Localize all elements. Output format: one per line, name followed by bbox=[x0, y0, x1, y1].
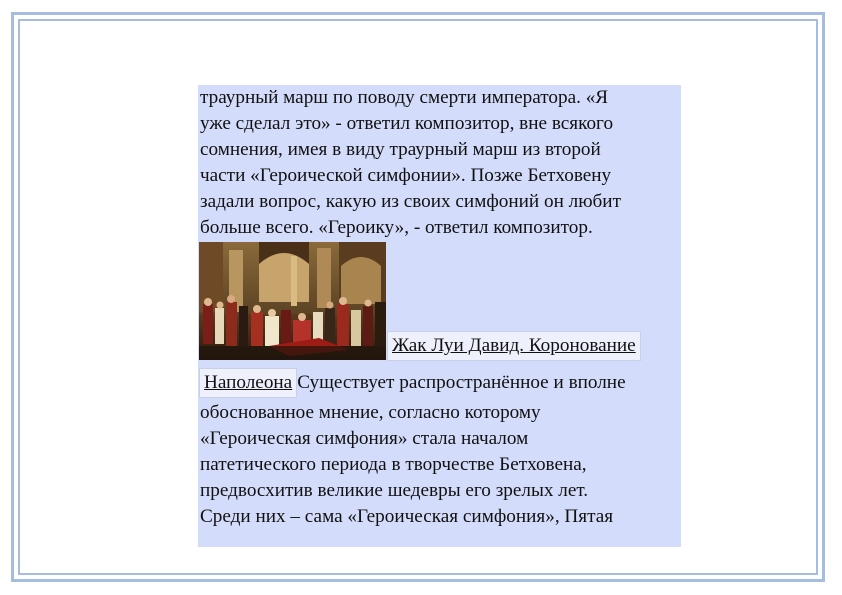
paragraph-1: траурный марш по поводу смерти императора. «Я уже сделал это» - ответил композитор, вне всякого сомнения, имея в виду траурный марш из второй части «Героической симфонии». Позже Бетховену задали вопрос, какую из своих симфоний он любит больше всего. «Героику», - ответил композитор. bbox=[200, 87, 621, 238]
painting-caption-link[interactable]: Жак Луи Давид. Коронование bbox=[387, 331, 641, 361]
coronation-painting bbox=[199, 242, 386, 360]
caption-continuation-line bbox=[198, 368, 681, 398]
text-box bbox=[198, 85, 681, 547]
paragraph-2-start: Существует распространённое и вполне bbox=[297, 372, 626, 393]
paragraph-2: обоснованное мнение, согласно которому «Героическая симфония» стала началом патетического периода в творчестве Бетховена, предвосхитив великие шедевры его зрелых лет. Среди них – сама «Героическая симфония», Пятая bbox=[200, 402, 614, 527]
painting-caption-link-continued[interactable]: Наполеона bbox=[199, 368, 297, 398]
figure-row bbox=[198, 242, 681, 363]
